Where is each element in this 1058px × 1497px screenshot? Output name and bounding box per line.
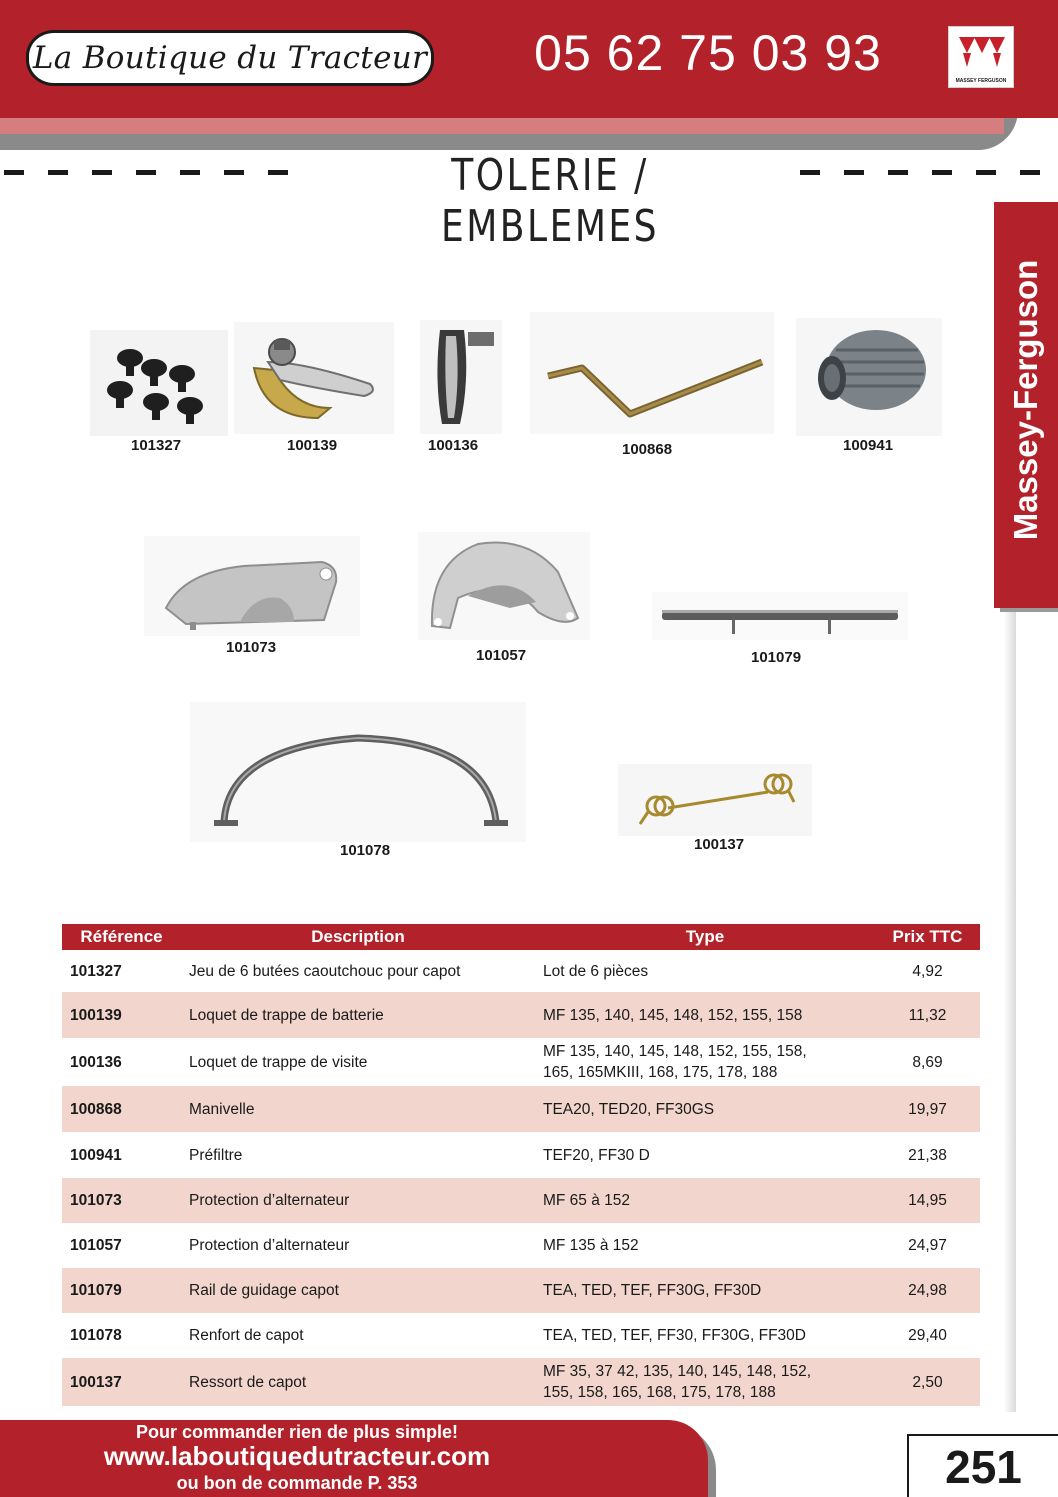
shop-logo[interactable]: La Boutique du Tracteur (26, 30, 434, 86)
table-row[interactable] (62, 1178, 980, 1223)
product-image-100941[interactable] (796, 318, 942, 436)
cell-reference: 100137 (62, 1358, 181, 1406)
order-tagline: Pour commander rien de plus simple! (135, 1422, 459, 1442)
cell-type-line: MF 135, 140, 145, 148, 152, 155, 158, (543, 1043, 807, 1060)
product-ref-label: 101073 (226, 639, 277, 656)
cell-type: TEF20, FF30 D (543, 1146, 650, 1164)
cell-description: Loquet de trappe de batterie (181, 992, 535, 1038)
cell-description: Manivelle (181, 1086, 535, 1132)
product-image-101057[interactable] (418, 532, 590, 640)
product-image-100139[interactable] (234, 322, 394, 434)
cell-description: Préfiltre (189, 1146, 243, 1164)
table-row[interactable] (62, 1038, 980, 1086)
cell-reference: 100941 (70, 1146, 122, 1164)
page-gutter (1004, 612, 1016, 1412)
cell-type: TEA20, TED20, FF30GS (535, 1086, 875, 1132)
website-link[interactable]: www.laboutiquedutracteur.com (103, 1441, 491, 1471)
order-footer (0, 1420, 708, 1497)
product-image-100136[interactable] (420, 320, 502, 434)
product-ref-label: 100868 (622, 441, 673, 458)
cell-type-line: MF 35, 37 42, 135, 140, 145, 148, 152, (543, 1363, 812, 1380)
massey-ferguson-logo (948, 26, 1014, 88)
table-row[interactable] (62, 1268, 980, 1313)
cell-reference: 101073 (62, 1178, 181, 1223)
table-row[interactable] (62, 1313, 980, 1358)
product-ref-label: 101079 (751, 649, 802, 666)
product-image-101073[interactable] (144, 536, 360, 636)
title-dashes-right (800, 170, 1058, 175)
cell-type: MF 135 à 152 (543, 1237, 639, 1254)
cell-price: 14,95 (875, 1178, 980, 1223)
product-image-100137[interactable] (618, 764, 812, 836)
product-ref-label: 100137 (694, 836, 745, 853)
cell-type: MF 135, 140, 145, 148, 152, 155, 158 (535, 992, 875, 1038)
cell-type: MF 65 à 152 (535, 1178, 875, 1223)
cell-reference: 101057 (70, 1237, 122, 1254)
product-image-101327[interactable] (90, 330, 228, 436)
cell-type (535, 1038, 875, 1086)
triple-triangle-icon (957, 33, 1007, 73)
cell-description: Renfort de capot (189, 1327, 304, 1344)
cell-type: Lot de 6 pièces (543, 962, 649, 980)
page-title: TOLERIE / EMBLEMES (440, 150, 660, 252)
cell-type-line: 165, 165MKIII, 168, 175, 178, 188 (543, 1064, 778, 1081)
product-ref-label: 101057 (476, 647, 527, 664)
cell-reference: 101327 (70, 962, 122, 980)
cell-reference: 101078 (70, 1327, 122, 1344)
cell-price: 21,38 (908, 1146, 947, 1164)
order-form-reference: ou bon de commande P. 353 (176, 1473, 418, 1493)
cell-price: 4,92 (912, 962, 943, 980)
column-header-description: Description (181, 924, 535, 950)
product-image-101078[interactable] (190, 702, 526, 842)
table-row[interactable] (62, 1358, 980, 1406)
product-ref-label: 100941 (843, 437, 894, 454)
table-row[interactable] (62, 1086, 980, 1132)
cell-price: 11,32 (875, 992, 980, 1038)
phone-number[interactable]: 05 62 75 03 93 (534, 25, 882, 81)
table-row[interactable] (62, 1223, 980, 1268)
product-image-101079[interactable] (652, 592, 908, 640)
cell-reference: 100136 (70, 1053, 122, 1071)
cell-reference: 100139 (62, 992, 181, 1038)
brand-side-tab-label: Massey-Ferguson (1007, 259, 1044, 541)
cell-description: Protection d’alternateur (189, 1237, 350, 1254)
cell-type: TEA, TED, TEF, FF30G, FF30D (535, 1268, 875, 1313)
title-dashes-left (4, 170, 308, 175)
table-row[interactable] (62, 992, 980, 1038)
cell-type-line: 155, 158, 165, 168, 175, 178, 188 (543, 1384, 776, 1401)
cell-price: 2,50 (875, 1358, 980, 1406)
table-header-row (62, 924, 980, 950)
price-table (62, 924, 980, 1406)
cell-description: Rail de guidage capot (181, 1268, 535, 1313)
brand-caption: MASSEY FERGUSON (955, 78, 1007, 84)
column-header-price: Prix TTC (875, 924, 980, 950)
cell-description: Jeu de 6 butées caoutchouc pour capot (189, 962, 461, 980)
column-header-reference: Référence (62, 924, 181, 950)
cell-price: 24,97 (908, 1237, 947, 1254)
cell-price: 24,98 (875, 1268, 980, 1313)
cell-price: 8,69 (912, 1053, 943, 1071)
table-row[interactable] (62, 950, 980, 992)
cell-type: TEA, TED, TEF, FF30, FF30G, FF30D (543, 1327, 806, 1344)
cell-price: 29,40 (908, 1327, 947, 1344)
column-header-type: Type (535, 924, 875, 950)
header (0, 0, 1058, 118)
product-ref-label: 101327 (131, 437, 182, 454)
product-ref-label: 100136 (428, 437, 479, 454)
product-ref-label: 100139 (287, 437, 338, 454)
cell-reference: 100868 (62, 1086, 181, 1132)
product-image-100868[interactable] (530, 312, 774, 434)
page-number: 251 (907, 1434, 1058, 1497)
cell-type (535, 1358, 875, 1406)
table-row[interactable] (62, 1132, 980, 1178)
cell-description: Ressort de capot (181, 1358, 535, 1406)
cell-description: Protection d’alternateur (181, 1178, 535, 1223)
cell-description: Loquet de trappe de visite (189, 1053, 368, 1071)
cell-reference: 101079 (62, 1268, 181, 1313)
product-ref-label: 101078 (340, 842, 391, 859)
cell-price: 19,97 (875, 1086, 980, 1132)
